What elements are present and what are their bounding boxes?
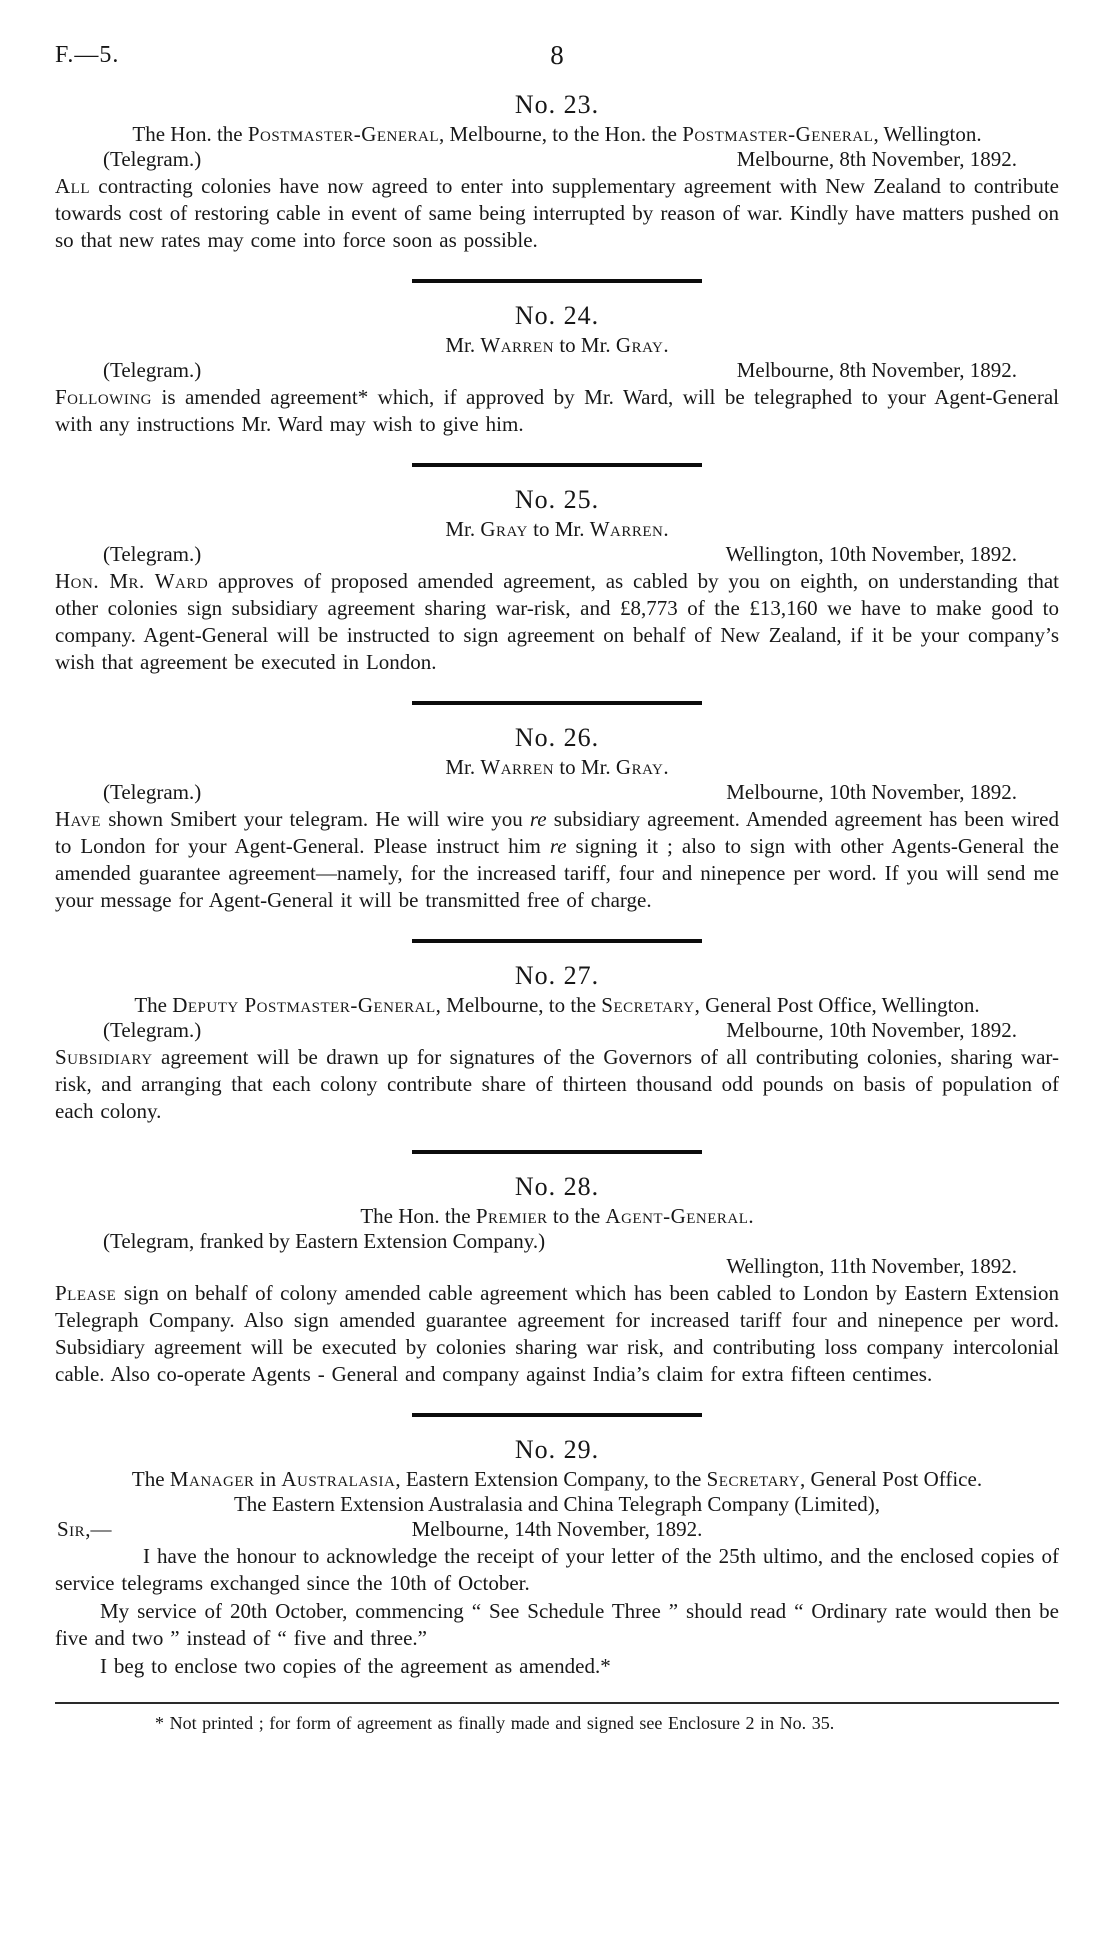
dateline: [726, 1254, 1017, 1279]
meta-row: [55, 1517, 1059, 1542]
text-run: .: [663, 755, 669, 779]
section-number: No. 26.: [514, 723, 600, 752]
dateline: [737, 147, 1017, 172]
small-caps-run: Postmaster-General: [682, 122, 874, 146]
section-heading: [90, 1467, 1025, 1491]
text-run: (Telegram.): [103, 542, 202, 566]
small-caps-run: Agent-General: [605, 1204, 749, 1228]
small-caps-run: Premier: [475, 1204, 548, 1228]
italic-run: re: [549, 834, 567, 858]
body-paragraph: [55, 568, 1059, 676]
text-run: (Telegram.): [103, 358, 202, 382]
text-run: Melbourne, 8th November, 1892.: [736, 147, 1017, 171]
text-run: Mr.: [445, 517, 481, 541]
text-run: The Eastern Extension Australasia and China Telegraph Company (Limited),: [233, 1492, 881, 1516]
telegram-section-23: [55, 91, 1059, 254]
italic-run: re: [529, 807, 547, 831]
text-run: Wellington, 10th November, 1892.: [725, 542, 1017, 566]
section-separator: [412, 1413, 702, 1417]
meta-row: [55, 1254, 1059, 1279]
small-caps-run: Postmaster-General: [247, 122, 440, 146]
meta-row: [55, 1229, 1059, 1254]
text-run: The Hon. the: [360, 1204, 476, 1228]
section-heading: [90, 333, 1025, 357]
text-run: (Telegram.): [103, 147, 202, 171]
small-caps-run: Gray: [615, 333, 664, 357]
body-paragraph: [55, 173, 1059, 254]
small-caps-run: Warren: [480, 755, 555, 779]
telegram-label: [103, 358, 201, 383]
document-reference: F.—5.: [55, 42, 120, 68]
section-number: No. 25.: [514, 485, 600, 514]
small-caps-run: Sir: [57, 1517, 86, 1541]
text-run: contracting colonies have now agreed to enter into supplementary agreement with New Zealand to contribute towards cost of restoring cable in event of same being interrupted by reason of war. Kindly have matters pushed on so that new rates may come into force soon as possible.: [55, 174, 1059, 252]
text-run: The Hon. the: [132, 122, 248, 146]
section-heading: [90, 1204, 1025, 1228]
meta-row: [55, 1018, 1059, 1043]
body-paragraph: [55, 1653, 1059, 1680]
small-caps-run: Gray: [480, 517, 528, 541]
text-run: signing it ; also to sign with other Agents-General the amended guarantee agreement—namely, for the increased tariff, four and ninepence per word. If you will send me your message for Agent-General it will be transmitted free of charge.: [55, 834, 1059, 912]
meta-row: [55, 147, 1059, 172]
text-run: .: [748, 1204, 754, 1228]
small-caps-run: Secretary: [706, 1467, 800, 1491]
text-run: (Telegram, franked by Eastern Extension Company.): [103, 1229, 546, 1253]
small-caps-run: Secretary: [601, 993, 695, 1017]
small-caps-run: Deputy Postmaster-General: [172, 993, 436, 1017]
section-heading: [90, 517, 1025, 541]
small-caps-run: Have: [55, 807, 102, 831]
text-run: agreement will be drawn up for signatures of the Governors of all contributing colonies, sharing war-risk, and arranging that each colony contribute share of thirteen thousand odd pounds on basis of population of each colony.: [55, 1045, 1059, 1123]
text-run: , Eastern Extension Company, to the: [395, 1467, 707, 1491]
telegram-section-26: [55, 724, 1059, 914]
body-paragraph: [55, 384, 1059, 438]
section-number: No. 23.: [514, 90, 600, 119]
section-number: No. 27.: [514, 961, 600, 990]
telegram-section-28: [55, 1173, 1059, 1388]
small-caps-run: Subsidiary: [55, 1045, 153, 1069]
body-paragraph: [55, 1598, 1059, 1652]
section-number: No. 28.: [514, 1172, 600, 1201]
meta-row: [55, 358, 1059, 383]
text-run: in: [254, 1467, 282, 1491]
text-run: to the: [547, 1204, 606, 1228]
telegram-section-29: [55, 1436, 1059, 1680]
telegram-section-27: [55, 962, 1059, 1125]
text-run: Melbourne, 10th November, 1892.: [726, 1018, 1017, 1042]
text-run: My service of 20th October, commencing “ See Schedule Three ” should read “ Ordinary rate would then be five and two ” instead of “ five and three.”: [55, 1599, 1059, 1650]
small-caps-run: Manager: [169, 1467, 255, 1491]
text-run: is amended agreement* which, if approved by Mr. Ward, will be telegraphed to your Agent-General with any instructions Mr. Ward may wish to give him.: [55, 385, 1059, 436]
section-heading: [90, 122, 1025, 146]
text-run: , Melbourne, to the Hon. the: [439, 122, 683, 146]
text-run: Melbourne, 14th November, 1892.: [411, 1517, 703, 1541]
text-run: shown Smibert your telegram. He will wire you: [101, 807, 530, 831]
text-run: Melbourne, 8th November, 1892.: [736, 358, 1017, 382]
section-heading: [90, 755, 1025, 779]
small-caps-run: All: [55, 174, 90, 198]
text-run: subsidiary agreement. Amended agreement has been wired to London for your Agent-General. Please instruct him: [55, 807, 1059, 858]
body-paragraph: [55, 806, 1059, 914]
dateline: [55, 1517, 1059, 1542]
dateline: [737, 358, 1017, 383]
body-paragraph: [55, 1044, 1059, 1125]
small-caps-run: Gray: [615, 755, 664, 779]
text-run: I have the honour to acknowledge the receipt of your letter of the 25th ultimo, and the enclosed copies of service telegrams exchanged since the 10th of October.: [55, 1544, 1059, 1595]
section-separator: [412, 701, 702, 705]
text-run: ,—: [85, 1517, 112, 1541]
small-caps-run: Hon. Mr. Ward: [55, 569, 209, 593]
text-run: Melbourne, 10th November, 1892.: [726, 780, 1017, 804]
text-run: sign on behalf of colony amended cable agreement which has been cabled to London by Eastern Extension Telegraph Company. Also sign amended guarantee agreement for increased tariff four and ninepence per word. Subsidiary agreement will be executed by colonies sharing war risk, and contributing loss company intercolonial cable. Also co-operate Agents - General and company against India’s claim for extra fifteen centimes.: [55, 1281, 1059, 1386]
page-header: [55, 40, 1059, 76]
section-separator: [412, 279, 702, 283]
small-caps-run: Following: [55, 385, 152, 409]
dateline: [726, 780, 1017, 805]
telegram-section-24: [55, 302, 1059, 438]
telegram-label: [103, 147, 201, 172]
text-run: , Wellington.: [873, 122, 982, 146]
meta-row: [55, 1492, 1059, 1517]
telegram-label: [103, 1229, 545, 1254]
section-heading: [90, 993, 1025, 1017]
section-separator: [412, 463, 702, 467]
footnote-rule: [55, 1702, 1059, 1704]
telegram-label: [103, 780, 201, 805]
telegram-label: [103, 1018, 201, 1043]
telegram-label: [103, 542, 201, 567]
page-number: 8: [550, 40, 564, 70]
text-run: (Telegram.): [103, 1018, 202, 1042]
text-run: , General Post Office, Wellington.: [694, 993, 980, 1017]
meta-row: [55, 542, 1059, 567]
text-run: to Mr.: [554, 755, 616, 779]
body-paragraph: [55, 1280, 1059, 1388]
text-run: to Mr.: [554, 333, 616, 357]
footnote: * Not printed ; for form of agreement as finally made and signed see Enclosure 2 in No. 35.: [155, 1713, 835, 1733]
text-run: to Mr.: [527, 517, 590, 541]
salutation: [57, 1517, 111, 1542]
text-run: Mr.: [445, 755, 481, 779]
letterhead: [55, 1492, 1059, 1517]
section-number: No. 29.: [514, 1435, 600, 1464]
text-run: The: [131, 1467, 170, 1491]
text-run: Wellington, 11th November, 1892.: [726, 1254, 1017, 1278]
body-paragraph: [55, 1543, 1059, 1597]
sections-container: [55, 91, 1059, 1680]
small-caps-run: Warren: [589, 517, 664, 541]
section-number: No. 24.: [514, 301, 600, 330]
text-run: Mr.: [445, 333, 481, 357]
small-caps-run: Please: [55, 1281, 117, 1305]
text-run: I beg to enclose two copies of the agreement as amended.*: [100, 1654, 611, 1678]
section-separator: [412, 1150, 702, 1154]
small-caps-run: Australasia: [281, 1467, 396, 1491]
text-run: .: [663, 333, 669, 357]
small-caps-run: Warren: [480, 333, 555, 357]
dateline: [726, 1018, 1017, 1043]
meta-row: [55, 780, 1059, 805]
text-run: (Telegram.): [103, 780, 202, 804]
text-run: , Melbourne, to the: [435, 993, 602, 1017]
dateline: [726, 542, 1017, 567]
text-run: The: [134, 993, 173, 1017]
section-separator: [412, 939, 702, 943]
text-run: , General Post Office.: [799, 1467, 983, 1491]
text-run: .: [663, 517, 669, 541]
text-run: approves of proposed amended agreement, as cabled by you on eighth, on understanding that other colonies sign subsidiary agreement sharing war-risk, and £8,773 of the £13,160 we have to make good to company. Agent-General will be instructed to sign agreement on behalf of New Zealand, if it be your company’s wish that agreement be executed in London.: [55, 569, 1060, 674]
telegram-section-25: [55, 486, 1059, 676]
